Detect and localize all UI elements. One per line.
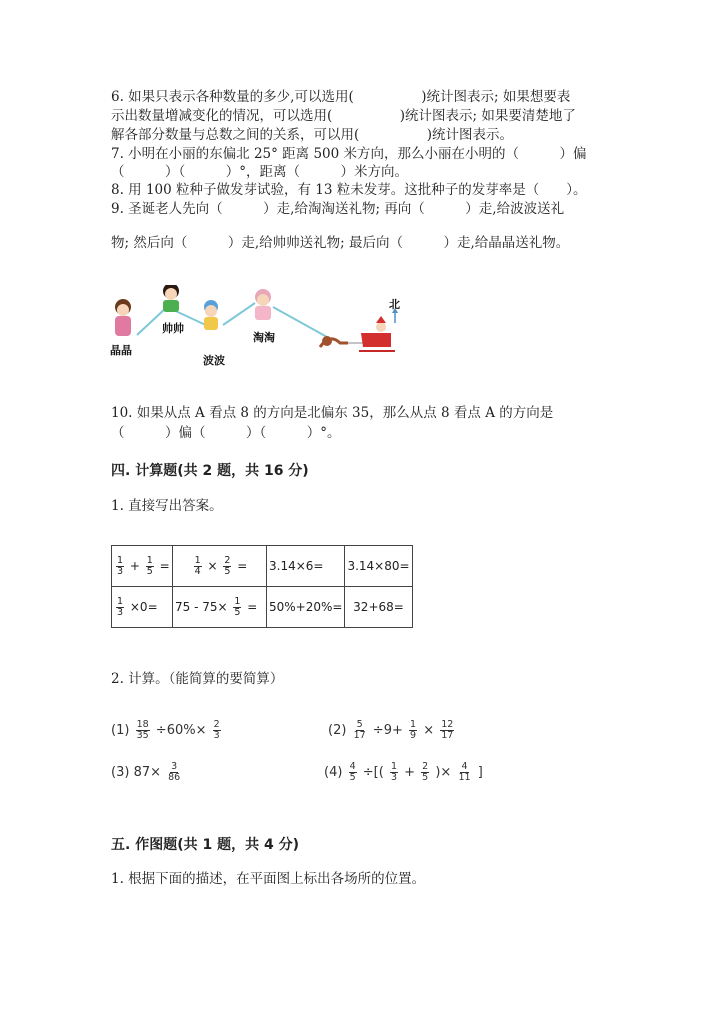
direct-answer-table [111, 545, 413, 628]
table-cell: $\frac{1}{3}$ ×0= [112, 587, 173, 628]
q9-line1: 9. 圣诞老人先向（ ）走,给淘淘送礼物; 再向（ ）走,给波波送礼 [111, 201, 565, 217]
table-row [112, 587, 413, 628]
table-cell: 3.14×6= [267, 546, 345, 587]
label-north: 北 [389, 298, 400, 311]
q10-line1: 10. 如果从点 A 看点 8 的方向是北偏东 35，那么从点 8 看点 A 的方向是 [111, 405, 554, 421]
section4-q2: 2. 计算。（能简算的要简算） [111, 671, 284, 687]
table-cell: $\frac{1}{4}$ × $\frac{2}{5}$ = [173, 546, 267, 587]
section4-q1: 1. 直接写出答案。 [111, 498, 223, 514]
label-jingjing: 晶晶 [110, 344, 132, 357]
section5-heading: 五. 作图题(共 1 题，共 4 分) [111, 837, 299, 853]
expression-1: (1) $\frac{18}{35}$ ÷60%× $\frac{2}{3}$ [111, 719, 220, 741]
table-cell: 75 - 75× $\frac{1}{5}$ = [173, 587, 267, 628]
expression-3: (3) 87× $\frac{3}{86}$ [111, 761, 181, 783]
q9-line2: 物; 然后向（ ）走,给帅帅送礼物; 最后向（ ）走,给晶晶送礼物。 [111, 235, 570, 251]
q7-line2: （ ）（ ）°，距离（ ）米方向。 [111, 164, 408, 180]
expression-2: (2) $\frac{5}{17}$ ÷9+ $\frac{1}{9}$ × $\frac{12}{17}$ [328, 719, 454, 741]
table-row [112, 546, 413, 587]
shuaishuai-figure [163, 285, 179, 312]
table-cell: 3.14×80= [345, 546, 412, 587]
expression-4: (4) $\frac{4}{5}$ ÷[( $\frac{1}{3}$ + $\frac{2}{5}$ )× $\frac{4}{11}$ ] [324, 761, 483, 783]
table-cell: $\frac{1}{3}$ + $\frac{1}{5}$ = [112, 546, 173, 587]
table-cell: 32+68= [345, 587, 412, 628]
bobo-figure [204, 300, 218, 330]
q10-line2: （ ）偏（ ）（ ）°。 [111, 425, 341, 441]
q7-line1: 7. 小明在小丽的东偏北 25° 距离 500 米方向，那么小丽在小明的（ ）偏 [111, 146, 587, 162]
santa-sleigh-icon [320, 316, 395, 351]
label-taotao: 淘淘 [253, 331, 275, 344]
q6-line2: 示出数量增减变化的情况，可以选用( )统计图表示; 如果要清楚地了 [111, 108, 576, 124]
section5-q1: 1. 根据下面的描述，在平面图上标出各场所的位置。 [111, 871, 426, 887]
taotao-figure [255, 289, 271, 320]
route-illustration [105, 285, 415, 375]
q6-line3: 解各部分数量与总数之间的关系，可以用( )统计图表示。 [111, 127, 514, 143]
table-cell: 50%+20%= [267, 587, 345, 628]
jingjing-figure [115, 299, 131, 336]
q6-line1: 6. 如果只表示各种数量的多少,可以选用( )统计图表示; 如果想要表 [111, 89, 571, 105]
section4-heading: 四. 计算题(共 2 题，共 16 分) [111, 463, 309, 479]
label-bobo: 波波 [203, 354, 225, 367]
label-shuaishuai: 帅帅 [162, 322, 184, 335]
q8-line: 8. 用 100 粒种子做发芽试验，有 13 粒未发芽。这批种子的发芽率是（ ）。 [111, 182, 587, 198]
